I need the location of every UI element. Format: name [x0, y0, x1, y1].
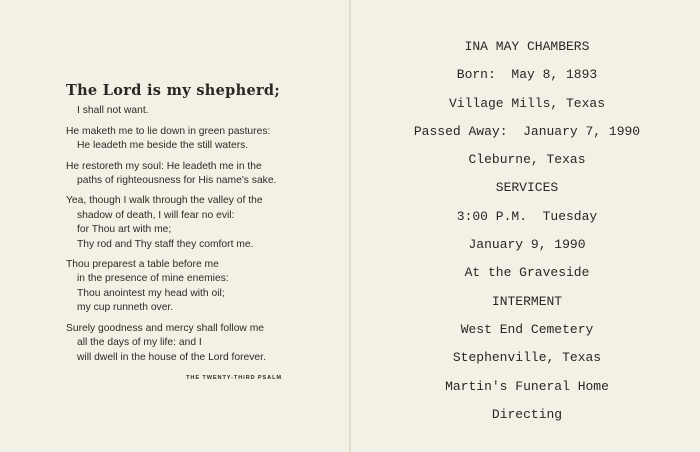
psalm-line: Thou anointest my head with oil; [77, 287, 225, 299]
directing-label: Directing [491, 406, 563, 422]
psalm-block [66, 84, 326, 385]
deceased-name: INA MAY CHAMBERS [464, 39, 590, 54]
psalm-stanza [66, 322, 326, 365]
psalm-stanza [66, 104, 326, 118]
interment-heading: INTERMENT [491, 293, 563, 309]
psalm-line: I shall not want. [77, 105, 149, 117]
death-place: Cleburne, Texas [468, 152, 586, 168]
psalm-attribution: THE TWENTY-THIRD PSALM [186, 374, 282, 381]
psalm-stanza [66, 194, 326, 252]
page-fold [349, 0, 351, 452]
psalm-line: Thy rod and Thy staff they comfort me. [77, 238, 254, 250]
psalm-line: Yea, though I walk through the valley of the [66, 195, 263, 207]
psalm-line: for Thou art with me; [77, 224, 172, 236]
cemetery-name: West End Cemetery [460, 321, 594, 337]
service-date: January 9, 1990 [468, 237, 586, 253]
service-time: 3:00 P.M. Tuesday [456, 208, 598, 224]
birth-date: Born: May 8, 1893 [456, 67, 598, 83]
birth-place: Village Mills, Texas [448, 95, 606, 111]
psalm-line: my cup runneth over. [77, 302, 174, 314]
funeral-home: Martin's Funeral Home [445, 378, 609, 394]
psalm-line: paths of righteousness for His name's sake. [77, 175, 277, 187]
psalm-title: The Lord is my shepherd; [66, 82, 281, 99]
psalm-line: all the days of my life: and I [77, 337, 202, 349]
psalm-line: shadow of death, I will fear no evil: [77, 209, 235, 221]
psalm-stanza [66, 258, 326, 316]
death-date: Passed Away: January 7, 1990 [413, 123, 641, 139]
cemetery-city: Stephenville, Texas [452, 350, 602, 366]
funeral-notice [354, 33, 700, 429]
psalm-line: Thou preparest a table before me [66, 259, 219, 271]
psalm-line: in the presence of mine enemies: [77, 273, 229, 285]
psalm-stanza [66, 125, 326, 154]
psalm-stanza [66, 160, 326, 189]
psalm-line: He restoreth my soul: He leadeth me in the [66, 160, 262, 172]
service-location: At the Graveside [464, 265, 590, 281]
psalm-line: He leadeth me beside the still waters. [77, 140, 249, 152]
services-heading: SERVICES [495, 180, 559, 196]
psalm-line: Surely goodness and mercy shall follow me [66, 322, 265, 334]
psalm-line: will dwell in the house of the Lord forever. [77, 351, 266, 363]
psalm-line: He maketh me to lie down in green pastures: [66, 125, 271, 137]
